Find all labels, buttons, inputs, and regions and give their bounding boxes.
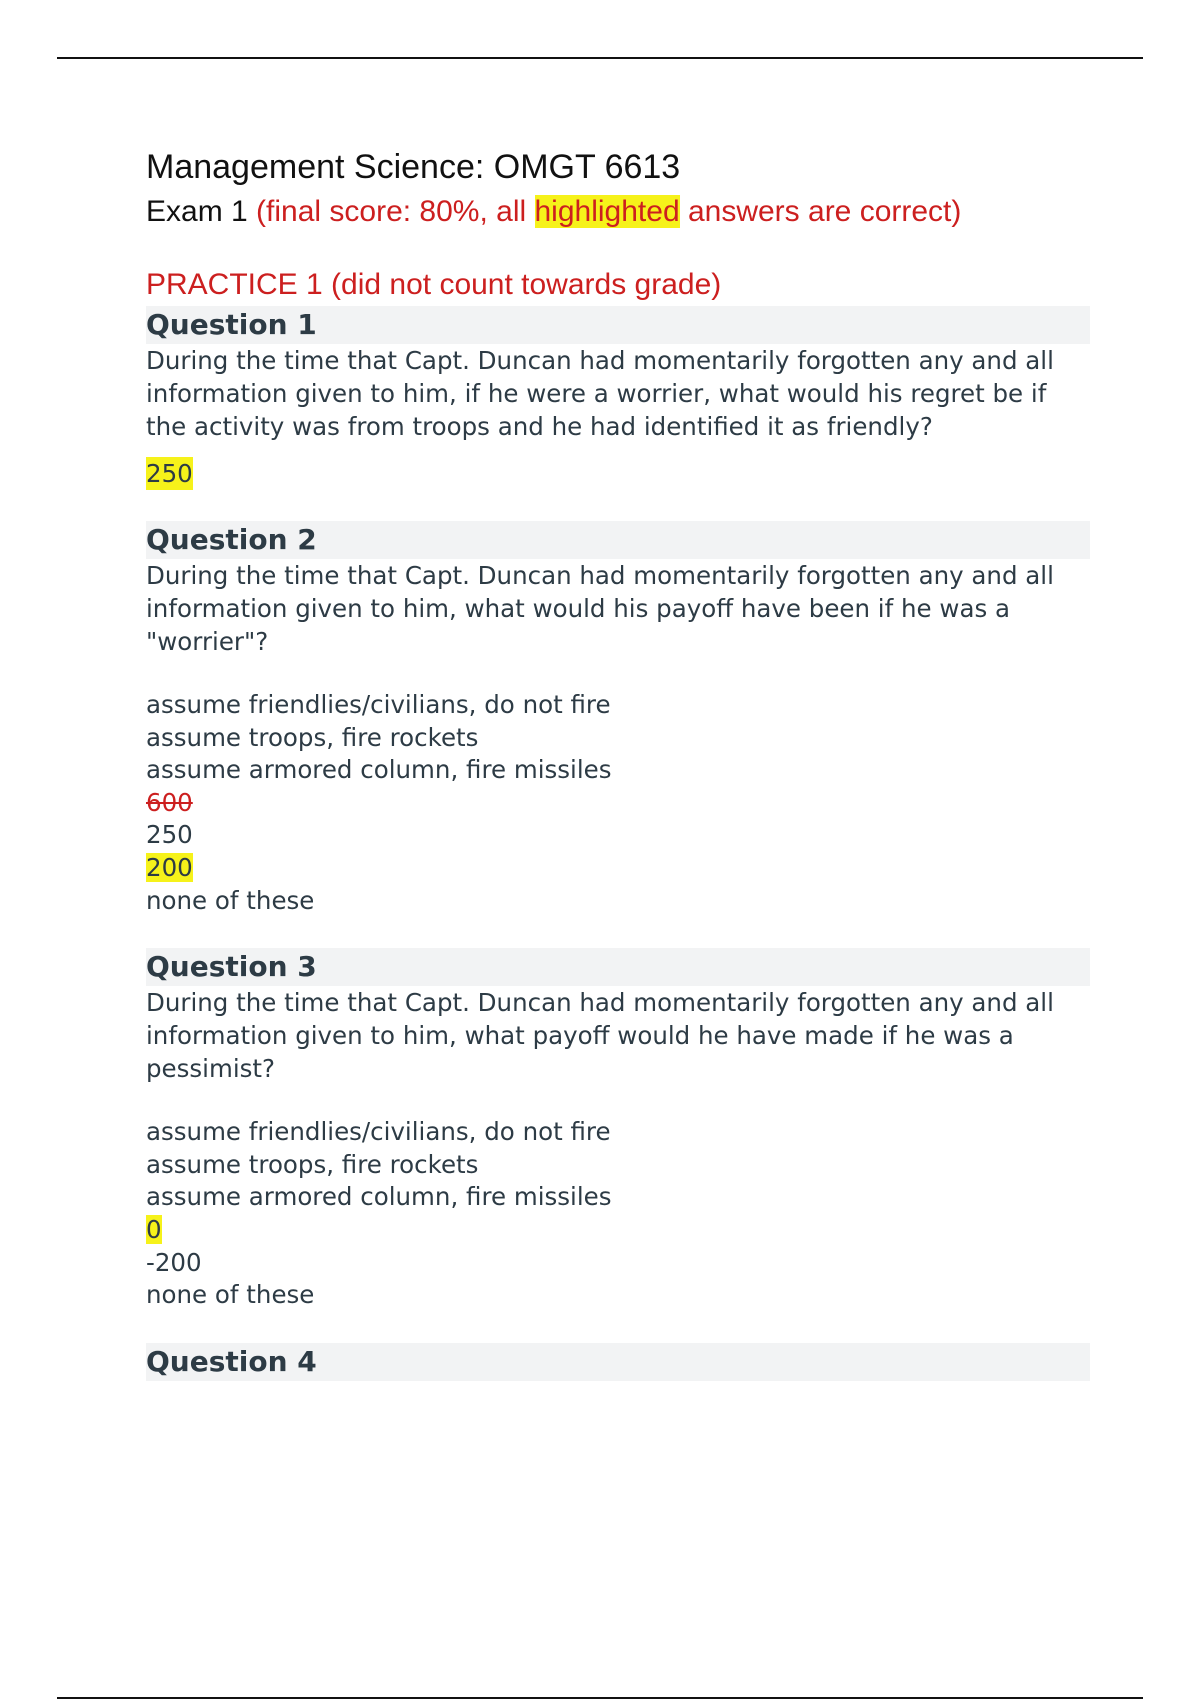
score-note-open: (final score: 80%, all: [256, 195, 535, 228]
score-note: [256, 195, 961, 228]
section-heading: PRACTICE 1 (did not count towards grade): [146, 268, 722, 301]
question-2-option: assume troops, fire rockets: [146, 722, 479, 752]
document-title: Management Science: OMGT 6613: [146, 148, 681, 186]
top-rule: [57, 57, 1143, 59]
question-2: [146, 521, 1090, 917]
question-1-answer: 250: [146, 459, 193, 488]
question-4: [146, 1343, 1090, 1381]
bottom-rule: [57, 1697, 1143, 1699]
question-2-option-wrong: [146, 787, 1090, 820]
question-2-option: assume friendlies/civilians, do not fire: [146, 690, 611, 719]
document-subtitle: [146, 191, 1090, 233]
question-2-option: assume armored column, fire missiles: [146, 755, 612, 785]
question-3-options: [146, 1116, 1090, 1312]
question-3: [146, 948, 1090, 1312]
document-body: [146, 143, 1090, 1381]
question-1-answer-row: [146, 457, 1090, 490]
question-2-options: [146, 689, 1090, 917]
correct-answer-highlight: 200: [146, 852, 193, 882]
correct-answer-highlight: 0: [146, 1214, 162, 1244]
question-2-option: 250: [146, 820, 193, 850]
question-2-option: none of these: [146, 885, 315, 915]
question-3-option: assume troops, fire rockets: [146, 1149, 479, 1179]
question-3-option: assume friendlies/civilians, do not fire: [146, 1117, 611, 1147]
wrong-answer-strikethrough: 600: [146, 787, 193, 817]
question-4-heading: Question 4: [146, 1343, 1090, 1381]
exam-label: Exam 1: [146, 195, 257, 228]
question-2-text: During the time that Capt. Duncan had momentarily forgotten any and all information given to him, what would his payoff have been if he was a "worrier"?: [146, 561, 1054, 656]
question-1: [146, 306, 1090, 490]
question-3-option: none of these: [146, 1280, 315, 1310]
question-3-text: During the time that Capt. Duncan had momentarily forgotten any and all information given to him, what payoff would he have made if he was a pessimist?: [146, 988, 1054, 1084]
question-2-heading: Question 2: [146, 521, 1090, 559]
question-1-text: During the time that Capt. Duncan had momentarily forgotten any and all information given to him, if he were a worrier, what would his regret be if the activity was from troops and he had identified it as friendly?: [146, 346, 1054, 441]
question-3-heading: Question 3: [146, 948, 1090, 986]
question-3-option: assume armored column, fire missiles: [146, 1182, 612, 1212]
score-note-close: answers are correct): [679, 195, 962, 228]
score-note-highlight: highlighted: [534, 195, 680, 228]
question-3-option: -200: [146, 1247, 202, 1277]
question-3-option-correct: [146, 1214, 1090, 1247]
question-1-heading: Question 1: [146, 306, 1090, 344]
question-2-option-correct: [146, 852, 1090, 885]
